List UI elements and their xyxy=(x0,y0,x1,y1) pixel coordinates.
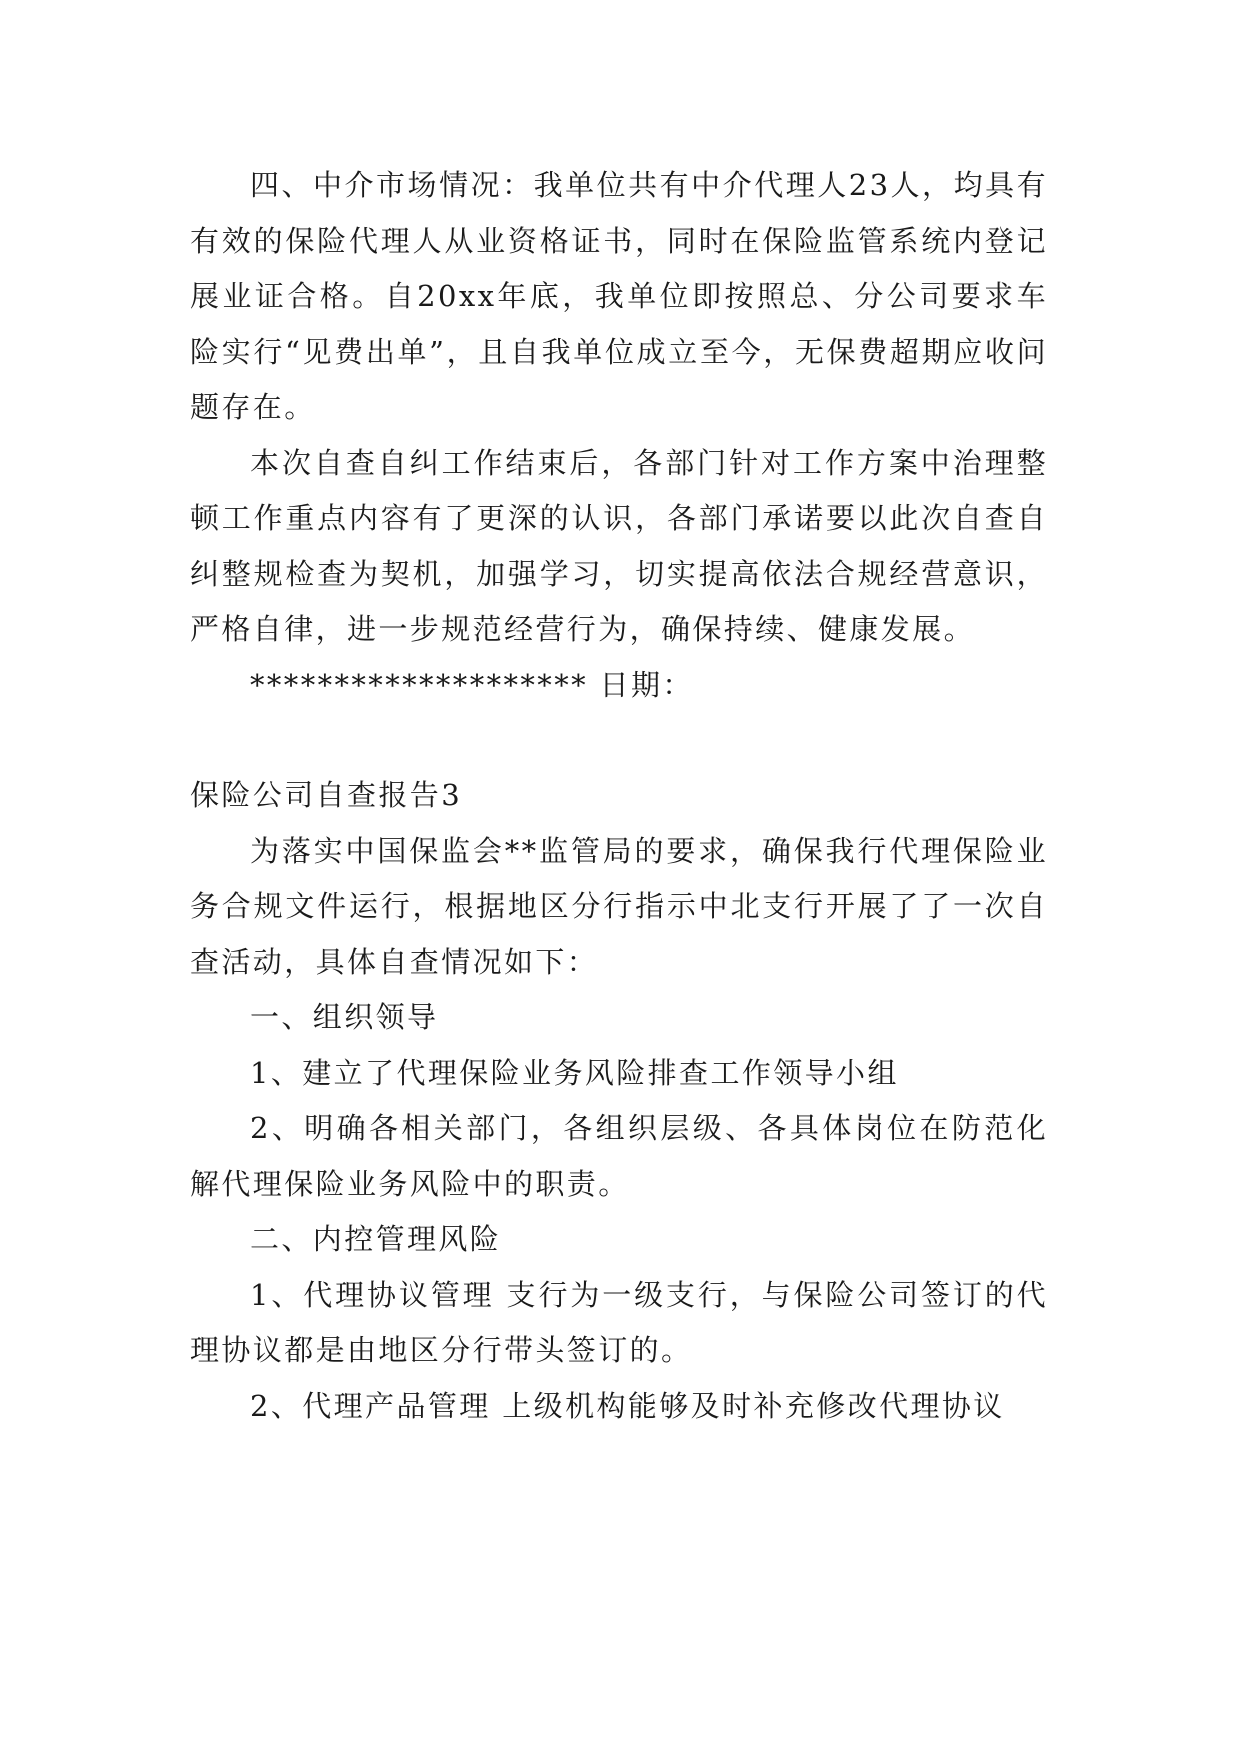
heading-organization-leadership: 一、组织领导 xyxy=(250,1000,439,1034)
paragraph-intro: 为落实中国保监会**监管局的要求，确保我行代理保险业务合规文件运行，根据地区分行指示中北支行开展了了一次自查活动，具体自查情况如下： xyxy=(190,833,1048,979)
paragraph-intermediary-market: 四、中介市场情况：我单位共有中介代理人23人，均具有有效的保险代理人从业资格证书，同时在保险监管系统内登记展业证合格。自20xx年底，我单位即按照总、分公司要求车险实行“见费出单”，且自我单位成立至今，无保费超期应收问题存在。 xyxy=(190,168,1048,424)
paragraph-conclusion: 本次自查自纠工作结束后，各部门针对工作方案中治理整顿工作重点内容有了更深的认识，各部门承诺要以此次自查自纠整规检查为契机，加强学习，切实提高依法合规经营意识，严格自律，进一步规范经营行为，确保持续、健康发展。 xyxy=(190,445,1048,646)
document-body xyxy=(190,158,1048,1434)
list-item-leadership-2: 2、明确各相关部门，各组织层级、各具体岗位在防范化解代理保险业务风险中的职责。 xyxy=(190,1111,1048,1201)
list-item-leadership-1: 1、建立了代理保险业务风险排查工作领导小组 xyxy=(250,1055,899,1090)
section-title: 保险公司自查报告3 xyxy=(190,778,463,812)
list-item-control-2: 2、代理产品管理 上级机构能够及时补充修改代理协议 xyxy=(250,1388,1005,1423)
signature-date-line: ******************** 日期： xyxy=(250,667,694,702)
section-spacer xyxy=(190,713,1048,768)
heading-internal-control-risk: 二、内控管理风险 xyxy=(250,1222,502,1256)
list-item-control-1: 1、代理协议管理 支行为一级支行，与保险公司签订的代理协议都是由地区分行带头签订的。 xyxy=(190,1277,1048,1367)
